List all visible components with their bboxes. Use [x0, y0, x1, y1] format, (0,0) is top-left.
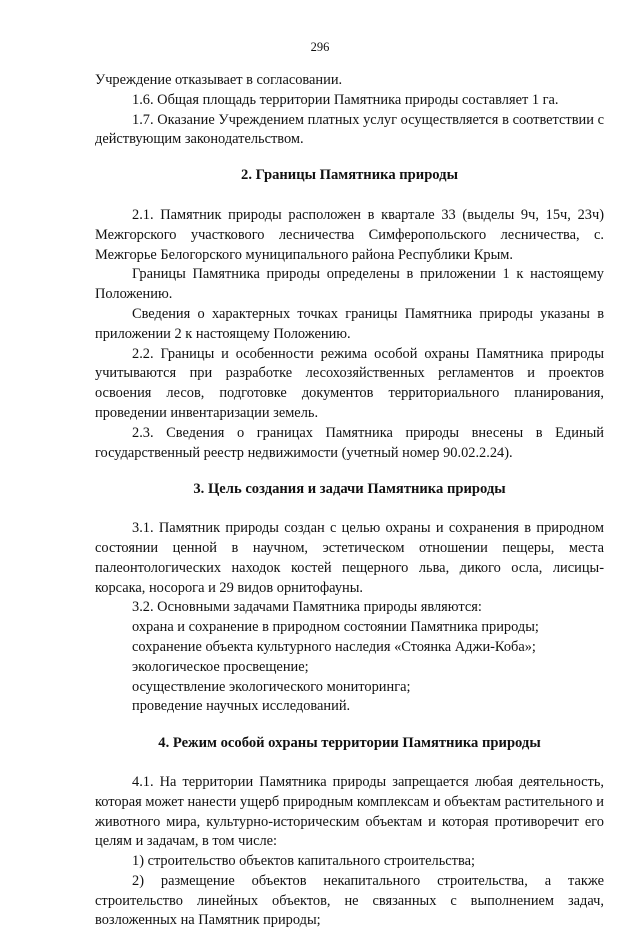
section-3-heading: 3. Цель создания и задачи Памятника природы	[193, 481, 506, 498]
paragraph-2-1: 2.1. Памятник природы расположен в квартале 33 (выделы 9ч, 15ч, 23ч) Межгорского участкового лесничества Симферопольского лесничества, с. Межгорье Белогорского муниципального района Республики Крым.	[95, 206, 604, 263]
carry-over-paragraph: Учреждение отказывает в согласовании.	[95, 72, 343, 88]
prohibition-item-2: 2) размещение объектов некапитального строительства, а также строительство линейных объектов, не связанных с выполнением задач, возложенных на Памятник природы;	[95, 872, 604, 929]
prohibition-item-1: 1) строительство объектов капитального строительства;	[132, 853, 475, 870]
paragraph-4-1: 4.1. На территории Памятника природы запрещается любая деятельность, которая может нанести ущерб природным комплексам и объектам растительного и животного мира, культурно-историческим объектам и которая противоречит его целям и задачам, в том числе:	[95, 773, 604, 850]
paragraph-3-2: 3.2. Основными задачами Памятника природы являются:	[132, 599, 482, 616]
section-4-heading: 4. Режим особой охраны территории Памятника природы	[158, 735, 541, 752]
paragraph-1-7: 1.7. Оказание Учреждением платных услуг осуществляется в соответствии с действующим законодательством.	[95, 111, 604, 148]
task-item: сохранение объекта культурного наследия «Стоянка Аджи-Коба»;	[132, 638, 536, 655]
page-number: 296	[310, 40, 330, 54]
task-item: осуществление экологического мониторинга;	[132, 678, 411, 695]
paragraph-boundaries: Границы Памятника природы определены в приложении 1 к настоящему Положению.	[95, 266, 604, 303]
task-item: проведение научных исследований.	[132, 698, 351, 715]
paragraph-boundary-points: Сведения о характерных точках границы Памятника природы указаны в приложении 2 к настоящему Положению.	[95, 305, 604, 342]
task-item: экологическое просвещение;	[132, 658, 309, 675]
task-item: охрана и сохранение в природном состоянии Памятника природы;	[132, 619, 539, 636]
paragraph-2-3: 2.3. Сведения о границах Памятника природы внесены в Единый государственный реестр недвижимости (учетный номер 90.02.2.24).	[95, 424, 604, 461]
paragraph-2-2: 2.2. Границы и особенности режима особой охраны Памятника природы учитываются при разработке лесохозяйственных регламентов и проектов освоения лесов, подготовке документов территориального планирования, проведении инвентаризации земель.	[95, 345, 604, 421]
section-2-heading: 2. Границы Памятника природы	[241, 167, 458, 184]
paragraph-3-1: 3.1. Памятник природы создан с целью охраны и сохранения в природном состоянии ценной в научном, эстетическом отношении пещеры, места палеонтологических находок костей пещерного льва, дикого осла, лисицы-корсака, носорога и 29 видов орнитофауны.	[95, 520, 604, 596]
paragraph-1-6: 1.6. Общая площадь территории Памятника природы составляет 1 га.	[132, 91, 559, 108]
